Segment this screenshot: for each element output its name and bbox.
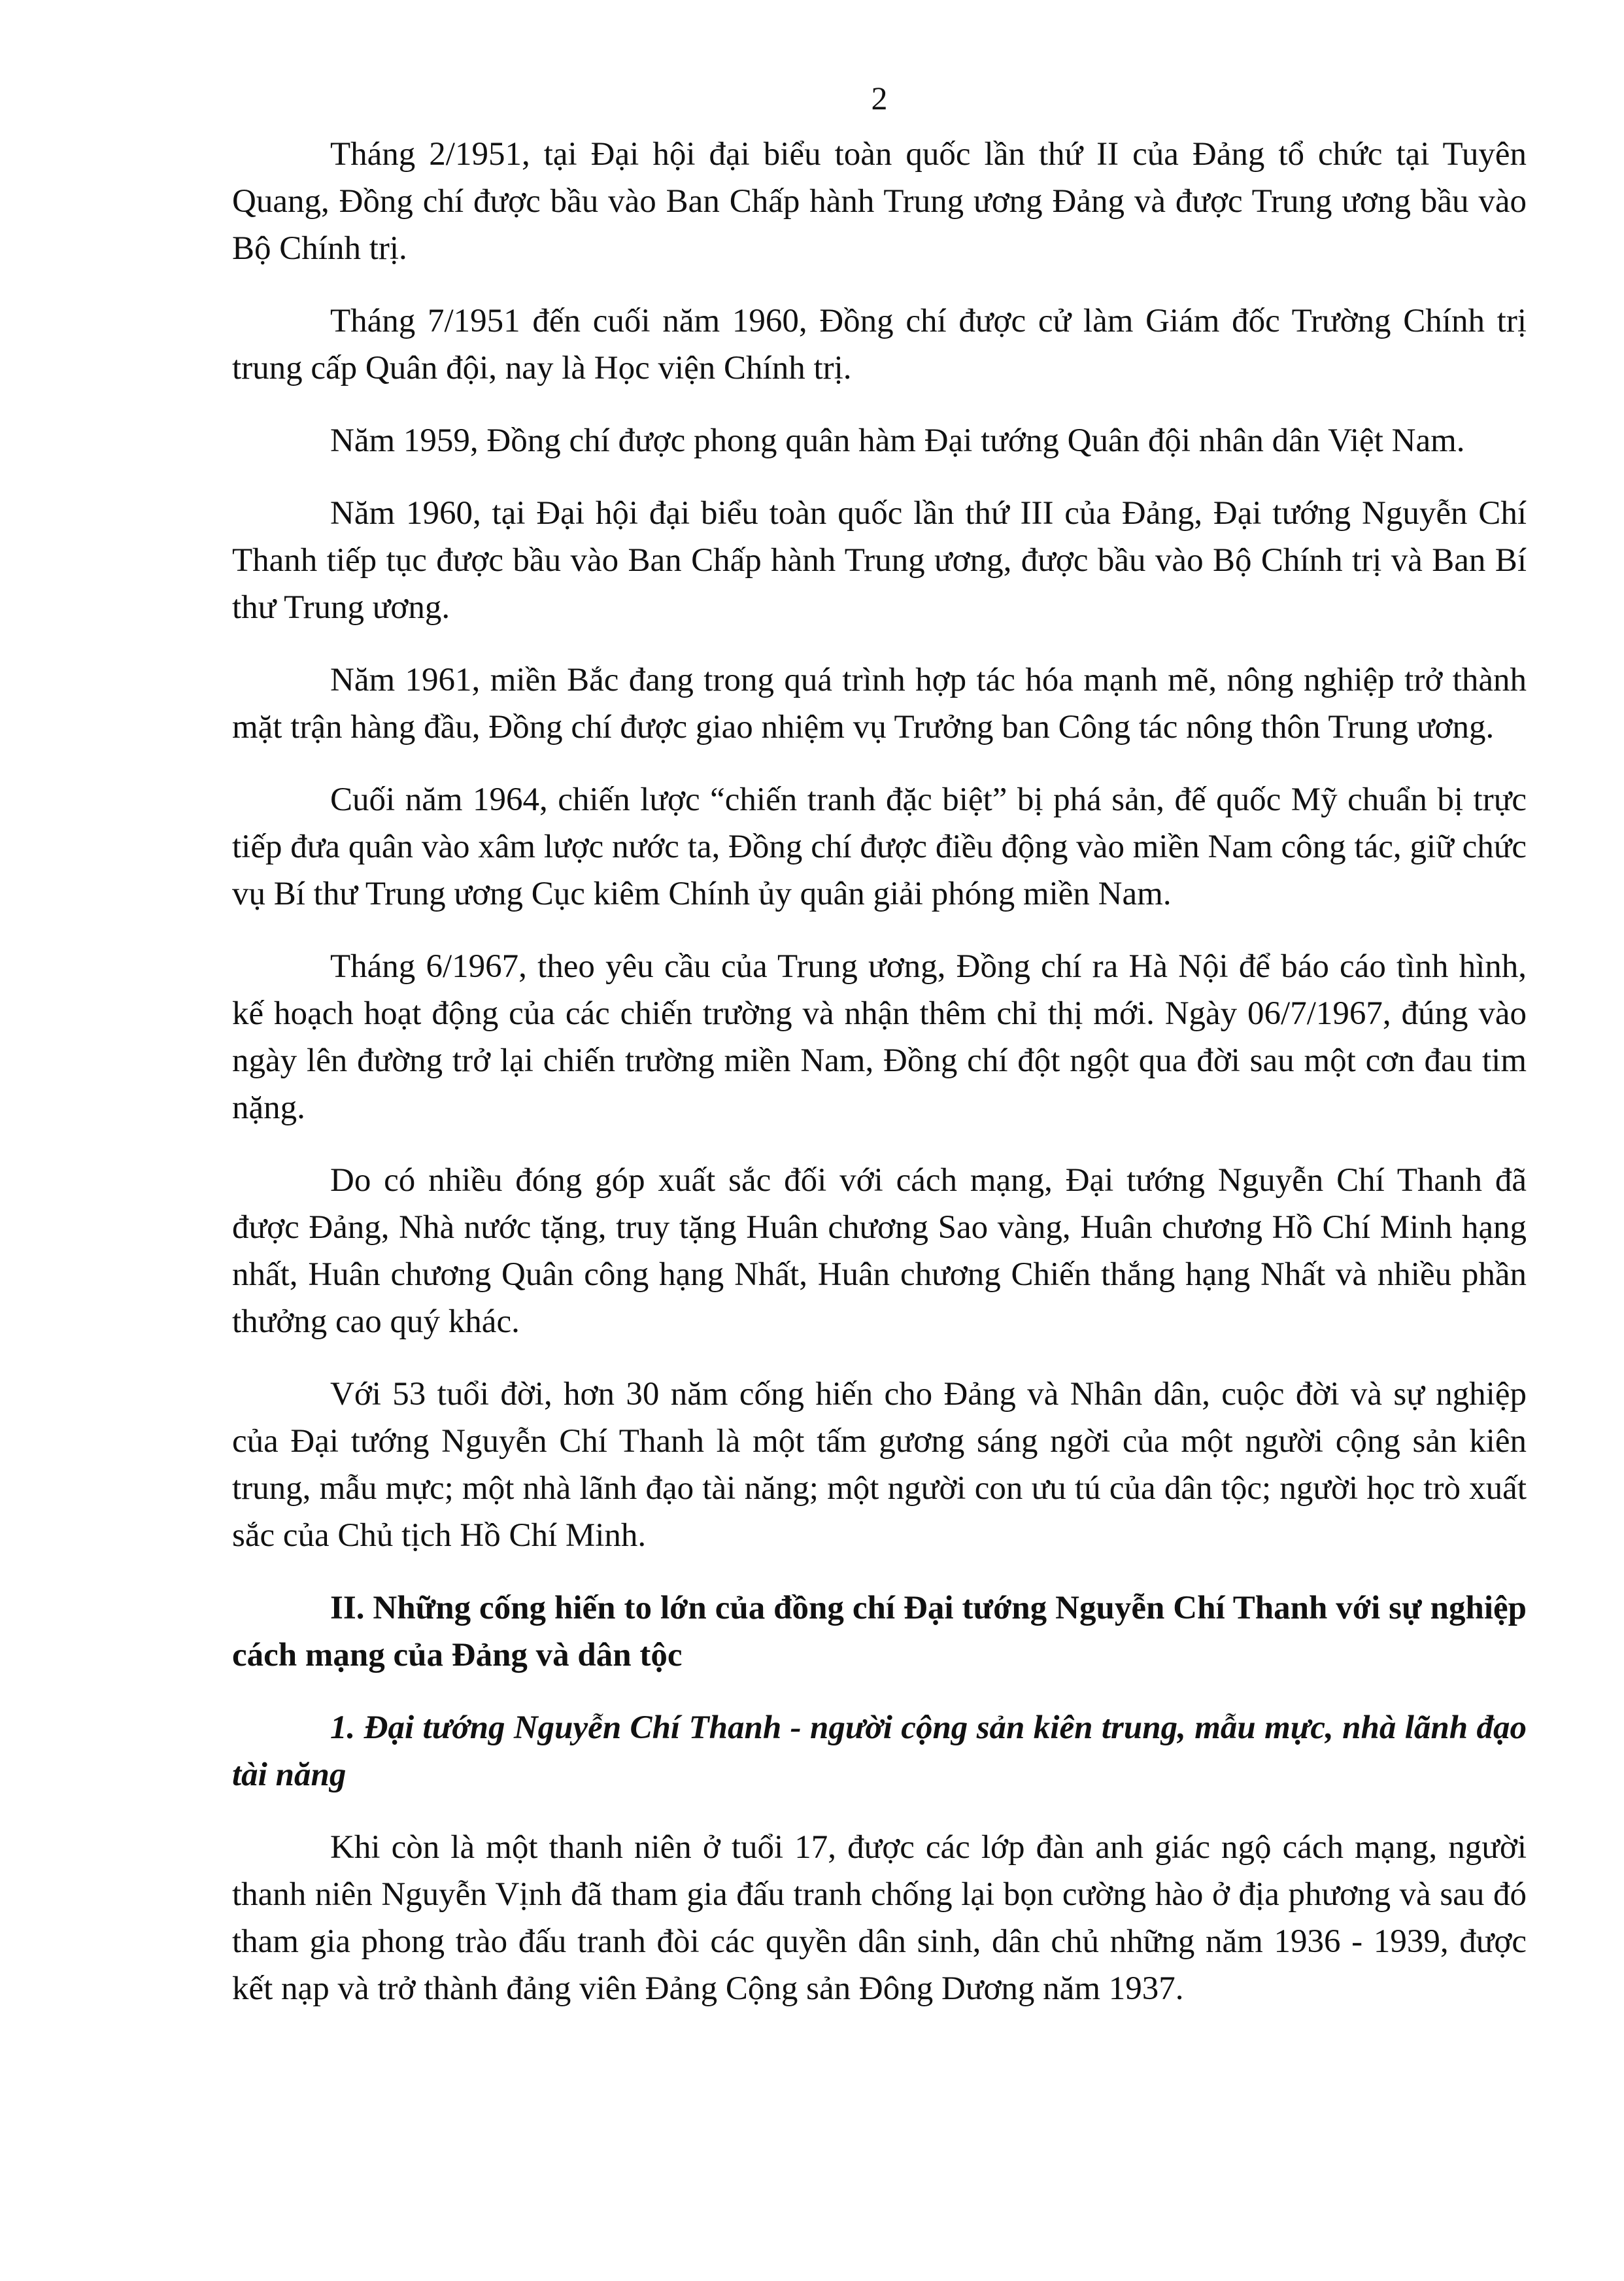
- paragraph: Khi còn là một thanh niên ở tuổi 17, được các lớp đàn anh giác ngộ cách mạng, người thanh niên Nguyễn Vịnh đã tham gia đấu tranh chống lại bọn cường hào ở địa phương và sau đó tham gia phong trào đấu tranh đòi các quyền dân sinh, dân chủ những năm 1936 - 1939, được kết nạp và trở thành đảng viên Đảng Cộng sản Đông Dương năm 1937.: [232, 1829, 1527, 2007]
- paragraph: Cuối năm 1964, chiến lược “chiến tranh đặc biệt” bị phá sản, đế quốc Mỹ chuẩn bị trực tiếp đưa quân vào xâm lược nước ta, Đồng chí được điều động vào miền Nam công tác, giữ chức vụ Bí thư Trung ương Cục kiêm Chính ủy quân giải phóng miền Nam.: [232, 781, 1527, 912]
- paragraph: Tháng 7/1951 đến cuối năm 1960, Đồng chí được cử làm Giám đốc Trường Chính trị trung cấp Quân đội, nay là Học viện Chính trị.: [232, 303, 1527, 386]
- paragraph: Do có nhiều đóng góp xuất sắc đối với cách mạng, Đại tướng Nguyễn Chí Thanh đã được Đảng, Nhà nước tặng, truy tặng Huân chương Sao vàng, Huân chương Hồ Chí Minh hạng nhất, Huân chương Quân công hạng Nhất, Huân chương Chiến thắng hạng Nhất và nhiều phần thưởng cao quý khác.: [232, 1162, 1527, 1340]
- document-page: [232, 78, 1527, 2012]
- subsection-heading: 1. Đại tướng Nguyễn Chí Thanh - người cộng sản kiên trung, mẫu mực, nhà lãnh đạo tài năng: [232, 1709, 1527, 1793]
- paragraph: Năm 1960, tại Đại hội đại biểu toàn quốc lần thứ III của Đảng, Đại tướng Nguyễn Chí Thanh tiếp tục được bầu vào Ban Chấp hành Trung ương, được bầu vào Bộ Chính trị và Ban Bí thư Trung ương.: [232, 495, 1527, 626]
- paragraph: Năm 1961, miền Bắc đang trong quá trình hợp tác hóa mạnh mẽ, nông nghiệp trở thành mặt trận hàng đầu, Đồng chí được giao nhiệm vụ Trưởng ban Công tác nông thôn Trung ương.: [232, 662, 1527, 746]
- paragraph: Năm 1959, Đồng chí được phong quân hàm Đại tướng Quân đội nhân dân Việt Nam.: [330, 422, 1465, 459]
- page-number: 2: [871, 80, 888, 116]
- paragraph: Tháng 6/1967, theo yêu cầu của Trung ương, Đồng chí ra Hà Nội để báo cáo tình hình, kế hoạch hoạt động của các chiến trường và nhận thêm chỉ thị mới. Ngày 06/7/1967, đúng vào ngày lên đường trở lại chiến trường miền Nam, Đồng chí đột ngột qua đời sau một cơn đau tim nặng.: [232, 948, 1527, 1126]
- section-heading: II. Những cống hiến to lớn của đồng chí Đại tướng Nguyễn Chí Thanh với sự nghiệp cách mạng của Đảng và dân tộc: [232, 1590, 1527, 1673]
- paragraph: Với 53 tuổi đời, hơn 30 năm cống hiến cho Đảng và Nhân dân, cuộc đời và sự nghiệp của Đại tướng Nguyễn Chí Thanh là một tấm gương sáng ngời của một người cộng sản kiên trung, mẫu mực; một nhà lãnh đạo tài năng; một người con ưu tú của dân tộc; người học trò xuất sắc của Chủ tịch Hồ Chí Minh.: [232, 1376, 1527, 1554]
- paragraph: Tháng 2/1951, tại Đại hội đại biểu toàn quốc lần thứ II của Đảng tổ chức tại Tuyên Quang, Đồng chí được bầu vào Ban Chấp hành Trung ương Đảng và được Trung ương bầu vào Bộ Chính trị.: [232, 136, 1527, 267]
